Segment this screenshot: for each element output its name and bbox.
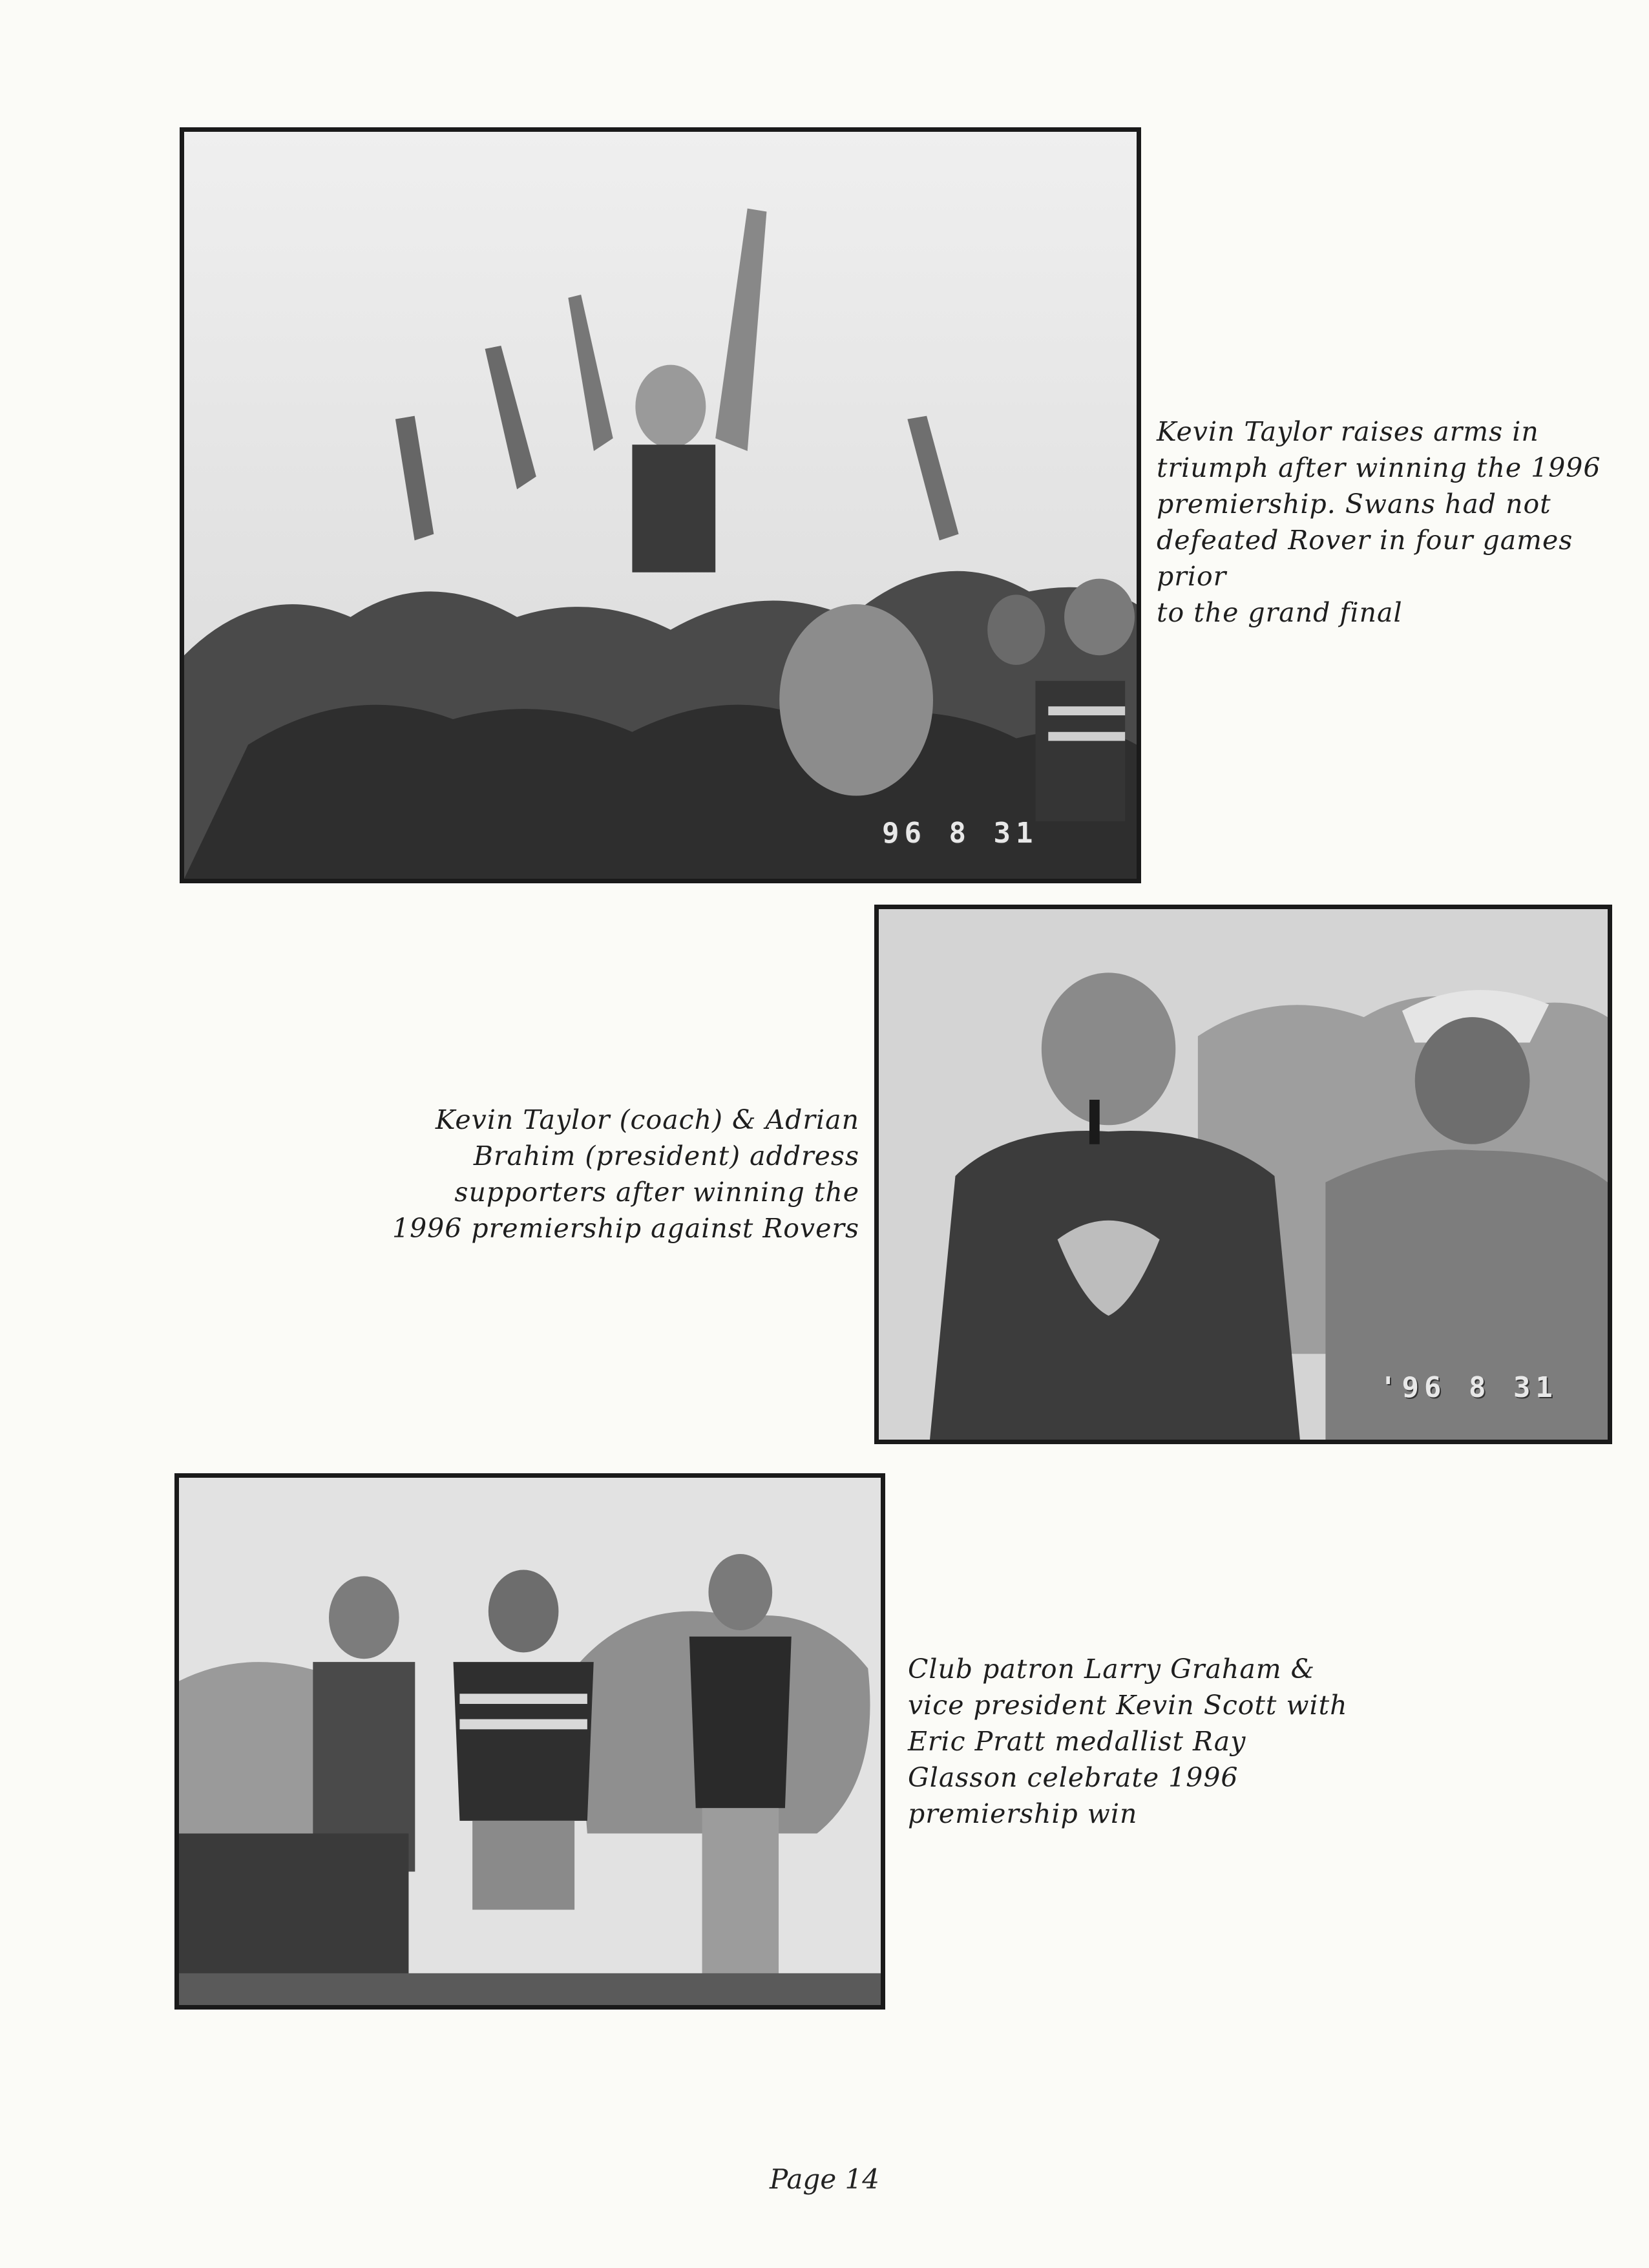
caption-line: Kevin Taylor (coach) & Adrian xyxy=(435,1104,859,1135)
caption-line: Glasson celebrate 1996 xyxy=(908,1762,1239,1793)
photo-celebration xyxy=(180,127,1141,883)
photo-officials xyxy=(174,1473,885,2010)
photo-address-caption xyxy=(362,1102,859,1246)
caption-line: supporters after winning the xyxy=(454,1177,859,1208)
photo-officials-image xyxy=(179,1478,881,2005)
caption-line: triumph after winning the 1996 xyxy=(1157,452,1601,483)
photo-officials-caption xyxy=(908,1651,1360,1832)
caption-line: Eric Pratt medallist Ray xyxy=(908,1726,1246,1757)
page-number: Page 14 xyxy=(770,2163,879,2195)
caption-line: 1996 premiership against Rovers xyxy=(392,1213,859,1244)
caption-line: premiership win xyxy=(908,1798,1138,1829)
photo-address-image xyxy=(879,909,1608,1440)
caption-line: defeated Rover in four games prior xyxy=(1157,525,1573,592)
photo-address xyxy=(874,905,1612,1444)
caption-line: Club patron Larry Graham & xyxy=(908,1654,1316,1685)
caption-line: Kevin Taylor raises arms in xyxy=(1157,416,1539,447)
caption-line: vice president Kevin Scott with xyxy=(908,1690,1348,1721)
caption-line: to the grand final xyxy=(1157,597,1403,628)
photo-celebration-caption xyxy=(1157,414,1635,631)
photo-celebration-image xyxy=(184,132,1137,879)
photo-address-datestamp: '96 8 31 xyxy=(1380,1371,1558,1404)
photo-celebration-datestamp: 96 8 31 xyxy=(882,817,1038,850)
caption-line: premiership. Swans had not xyxy=(1157,488,1551,520)
caption-line: Brahim (president) address xyxy=(473,1140,859,1171)
